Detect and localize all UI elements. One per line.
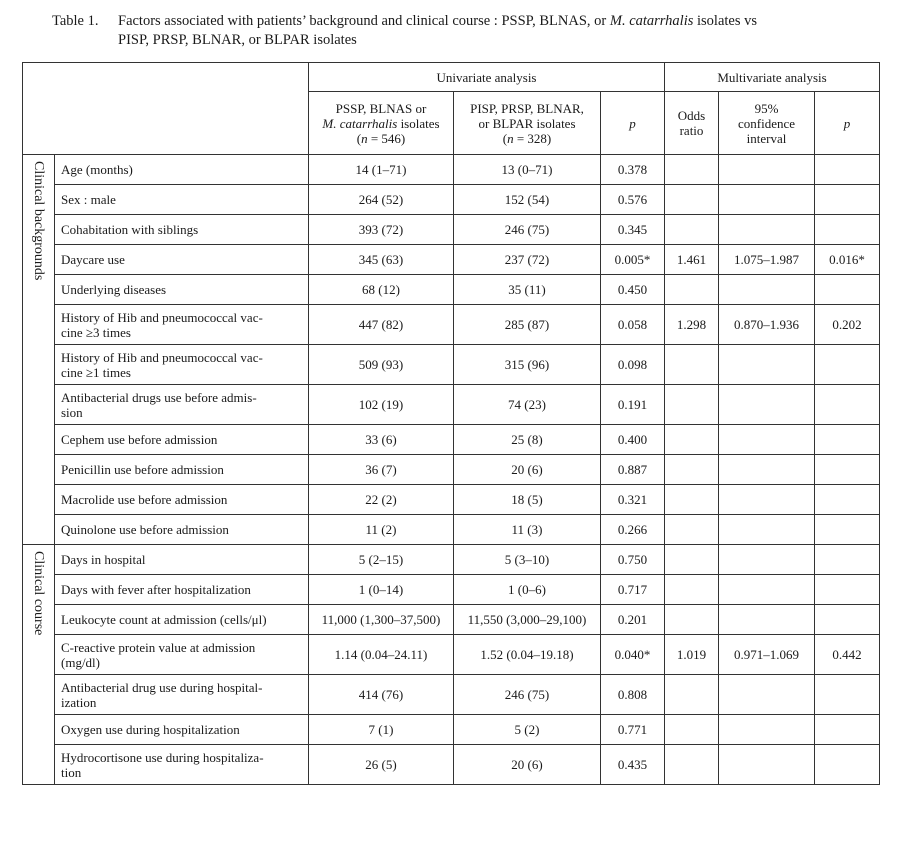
p2-value [815,715,880,745]
group1-value: 33 (6) [309,425,454,455]
row-label-line1: Daycare use [61,252,125,267]
table-caption [52,12,882,50]
p-value: 0.098 [601,345,665,385]
group2-value: 285 (87) [454,305,601,345]
row-label [55,745,309,785]
odds-ratio-value [665,185,719,215]
group1-value: 264 (52) [309,185,454,215]
ci-value [719,345,815,385]
table-row [23,745,880,785]
odds-ratio-value [665,605,719,635]
group2-value: 152 (54) [454,185,601,215]
p-value: 0.435 [601,745,665,785]
ci-value [719,575,815,605]
group1-value: 14 (1–71) [309,155,454,185]
odds-ratio-header [665,92,719,155]
group1-paren: ( [356,130,362,146]
table-row [23,215,880,245]
odds-ratio-value [665,345,719,385]
row-label-line1: Antibacterial drug use during hospital- [61,679,263,695]
odds-ratio-value [665,545,719,575]
p-value: 0.887 [601,455,665,485]
group1-value: 1.14 (0.04–24.11) [309,635,454,675]
row-label [55,455,309,485]
p2-value [815,745,880,785]
row-label-line1: Days in hospital [61,552,146,567]
row-label-line1: Age (months) [61,162,133,177]
table-row [23,635,880,675]
group1-value: 26 (5) [309,745,454,785]
row-label-line2: cine ≥1 times [61,364,131,380]
p-value: 0.717 [601,575,665,605]
p-header [601,92,665,155]
odds-ratio-value [665,745,719,785]
p-value: 0.201 [601,605,665,635]
group2-value: 1 (0–6) [454,575,601,605]
table-row [23,185,880,215]
group2-header [454,92,601,155]
row-label-line1: Oxygen use during hospitalization [61,722,240,737]
p-value: 0.400 [601,425,665,455]
row-label-line1: Sex : male [61,192,116,207]
odds-ratio-value [665,485,719,515]
group2-value: 315 (96) [454,345,601,385]
p-value: 0.058 [601,305,665,345]
p-value: 0.450 [601,275,665,305]
row-label-line1: Hydrocortisone use during hospitaliza- [61,749,264,765]
p-value: 0.005* [601,245,665,275]
group2-value: 74 (23) [454,385,601,425]
row-label [55,215,309,245]
group2-header-line1: PISP, PRSP, BLNAR, [470,100,584,116]
p2-value [815,185,880,215]
table-row [23,485,880,515]
p-value: 0.771 [601,715,665,745]
table-row [23,275,880,305]
ci-value [719,455,815,485]
table-row [23,545,880,575]
group2-value: 1.52 (0.04–19.18) [454,635,601,675]
p2-header [815,92,880,155]
ci-value [719,545,815,575]
p2-value [815,385,880,425]
group1-value: 7 (1) [309,715,454,745]
odds-ratio-value [665,275,719,305]
ci-value: 0.870–1.936 [719,305,815,345]
row-label-line2: sion [61,404,83,420]
group2-value: 246 (75) [454,215,601,245]
ci-value [719,485,815,515]
group1-value: 68 (12) [309,275,454,305]
ci-line3: interval [746,130,787,146]
table-row [23,385,880,425]
group1-value: 414 (76) [309,675,454,715]
row-label-line2: (mg/dl) [61,654,100,670]
ci-value [719,385,815,425]
group1-value: 5 (2–15) [309,545,454,575]
group2-value: 5 (2) [454,715,601,745]
multivariate-header: Multivariate analysis [665,63,880,92]
group1-header-line3 [313,131,449,146]
row-label-line1: Cephem use before admission [61,432,218,447]
p2-value [815,515,880,545]
row-label-line1: History of Hib and pneumococcal vac- [61,349,263,365]
row-label [55,155,309,185]
ci-line1: 95% [754,100,779,116]
p-value: 0.040* [601,635,665,675]
p-value: 0.321 [601,485,665,515]
ci-line2: confidence [738,115,796,131]
row-label-line1: Leukocyte count at admission (cells/μl) [61,612,267,627]
row-label [55,345,309,385]
row-label [55,675,309,715]
p2-value [815,155,880,185]
ci-value [719,275,815,305]
row-label-line2: ization [61,694,97,710]
group-label: Clinical course [31,551,46,636]
table-row [23,455,880,485]
p-value: 0.191 [601,385,665,425]
row-label [55,575,309,605]
row-label-line1: Antibacterial drugs use before admis- [61,389,257,405]
group2-n: n [507,130,514,146]
table-row [23,155,880,185]
row-label-line2: cine ≥3 times [61,324,131,340]
p2-value: 0.016* [815,245,880,275]
group-clinical-course [23,545,55,785]
group2-value: 5 (3–10) [454,545,601,575]
group1-header [309,92,454,155]
row-label-line1: History of Hib and pneumococcal vac- [61,309,263,325]
row-label [55,245,309,275]
row-label-line1: Underlying diseases [61,282,167,297]
odds-ratio-value [665,575,719,605]
group2-value: 13 (0–71) [454,155,601,185]
group2-count: = 328) [513,130,552,146]
odds-line2: ratio [679,123,704,138]
group1-value: 36 (7) [309,455,454,485]
group2-value: 20 (6) [454,745,601,785]
group2-value: 11,550 (3,000–29,100) [454,605,601,635]
row-label [55,545,309,575]
group1-value: 11,000 (1,300–37,500) [309,605,454,635]
p2-symbol: p [843,115,851,131]
p-value: 0.808 [601,675,665,715]
odds-ratio-value [665,155,719,185]
odds-ratio-value: 1.298 [665,305,719,345]
p-symbol: p [629,115,636,131]
group1-n: n [361,130,368,146]
group2-value: 20 (6) [454,455,601,485]
group1-value: 102 (19) [309,385,454,425]
row-label [55,485,309,515]
row-label-line1: Days with fever after hospitalization [61,582,251,597]
row-label [55,385,309,425]
caption-line-1 [52,12,882,31]
table-row [23,425,880,455]
table-row [23,245,880,275]
group-label: Clinical backgrounds [31,161,46,281]
row-label-line2: tion [61,764,82,780]
ci-value [719,605,815,635]
header-blank [23,63,309,155]
p-value: 0.750 [601,545,665,575]
group1-header-line2 [313,116,449,131]
p2-value [815,455,880,485]
row-label-line1: C-reactive protein value at admission [61,639,256,655]
group1-value: 22 (2) [309,485,454,515]
odds-line1: Odds [677,108,706,123]
row-label [55,185,309,215]
row-label [55,275,309,305]
odds-ratio-value [665,455,719,485]
group2-value: 35 (11) [454,275,601,305]
odds-ratio-value [665,715,719,745]
odds-ratio-value [665,515,719,545]
p2-value [815,275,880,305]
group1-value: 345 (63) [309,245,454,275]
factors-table [22,62,880,785]
row-label-line1: Quinolone use before admission [61,522,229,537]
p2-value: 0.202 [815,305,880,345]
p2-value [815,215,880,245]
group1-header-line1: PSSP, BLNAS or [335,100,427,116]
group2-header-line3 [458,131,596,146]
p-value: 0.345 [601,215,665,245]
ci-value: 1.075–1.987 [719,245,815,275]
ci-value [719,185,815,215]
group2-value: 25 (8) [454,425,601,455]
group1-value: 509 (93) [309,345,454,385]
group1-value: 11 (2) [309,515,454,545]
p2-value [815,575,880,605]
ci-value [719,715,815,745]
row-label [55,425,309,455]
caption-line-2: PISP, PRSP, BLNAR, or BLPAR isolates [118,32,357,48]
odds-ratio-value [665,675,719,715]
ci-value [719,745,815,785]
row-label [55,515,309,545]
group2-value: 246 (75) [454,675,601,715]
group2-value: 18 (5) [454,485,601,515]
odds-ratio-value: 1.461 [665,245,719,275]
ci-header [719,92,815,155]
p2-value [815,545,880,575]
p-value: 0.266 [601,515,665,545]
group1-header-italic: M. catarrhalis [322,115,398,131]
odds-ratio-value [665,215,719,245]
p-value: 0.576 [601,185,665,215]
row-label [55,635,309,675]
group1-value: 393 (72) [309,215,454,245]
table-row [23,715,880,745]
table-body [23,155,880,785]
row-label-line1: Macrolide use before admission [61,492,228,507]
row-label-line1: Cohabitation with siblings [61,222,199,237]
group1-value: 447 (82) [309,305,454,345]
p2-value [815,425,880,455]
p2-value [815,605,880,635]
odds-ratio-value [665,425,719,455]
row-label [55,605,309,635]
table-row [23,345,880,385]
table-row [23,675,880,715]
row-label-line1: Penicillin use before admission [61,462,224,477]
p2-value [815,485,880,515]
table-row [23,305,880,345]
ci-value [719,515,815,545]
group2-value: 237 (72) [454,245,601,275]
ci-value [719,155,815,185]
ci-value: 0.971–1.069 [719,635,815,675]
p2-value [815,675,880,715]
row-label [55,305,309,345]
table-row [23,515,880,545]
table-row [23,605,880,635]
p2-value [815,345,880,385]
ci-value [719,215,815,245]
table-row [23,575,880,605]
caption-text-end: isolates vs [693,13,758,29]
univariate-header: Univariate analysis [309,63,665,92]
group-clinical-backgrounds [23,155,55,545]
caption-label: Table 1. [52,13,99,29]
ci-value [719,425,815,455]
group1-count: = 546) [367,130,406,146]
caption-text: Factors associated with patients’ background and clinical course : PSSP, BLNAS, or [118,13,610,29]
group1-header-isolates: isolates [397,115,440,131]
odds-ratio-value: 1.019 [665,635,719,675]
group1-value: 1 (0–14) [309,575,454,605]
group2-value: 11 (3) [454,515,601,545]
p-value: 0.378 [601,155,665,185]
odds-ratio-value [665,385,719,425]
caption-italic: M. catarrhalis [609,13,694,29]
p2-value: 0.442 [815,635,880,675]
ci-value [719,675,815,715]
group2-paren: ( [502,130,508,146]
row-label [55,715,309,745]
group2-header-line2: or BLPAR isolates [478,115,576,131]
